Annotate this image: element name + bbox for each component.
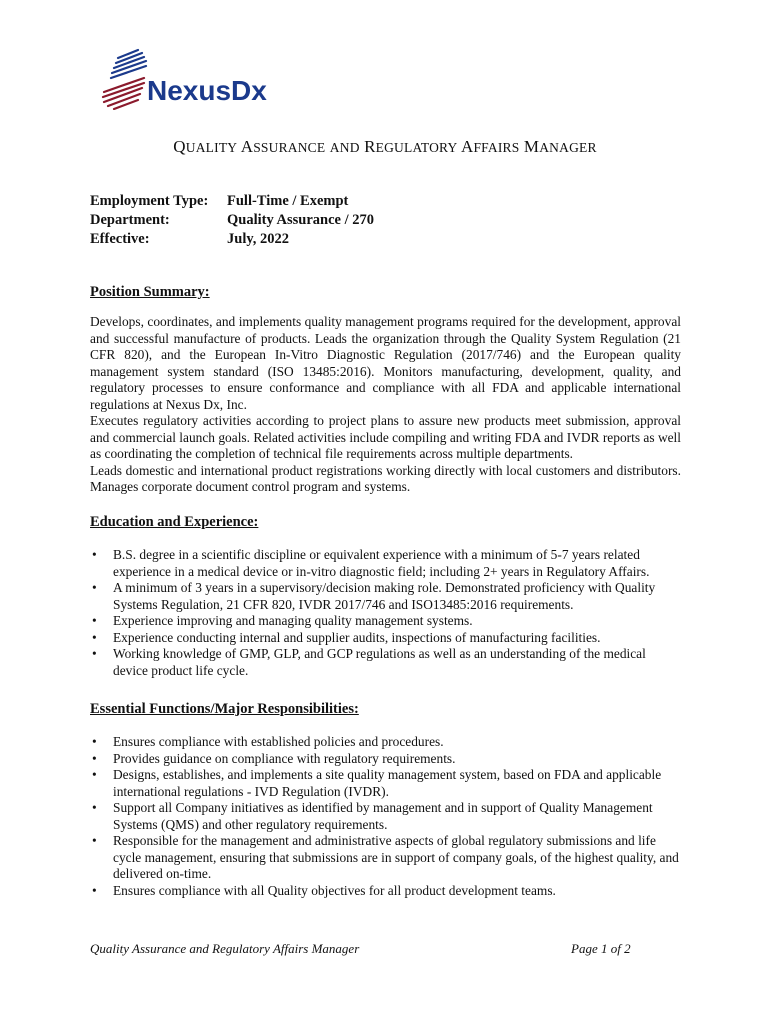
employment-type-row <box>90 192 374 211</box>
title-word <box>524 137 597 156</box>
title-word-rest: FFAIRS <box>473 140 520 155</box>
list-item-text: A minimum of 3 years in a supervisory/decision making role. Demonstrated proficiency with Quality Systems Regulation, 21 CFR 820, IVDR 2017/746 and ISO13485:2016 requirements. <box>113 580 656 612</box>
title-word-rest: EGULATORY <box>375 140 458 155</box>
employment-type-value: Full-Time / Exempt <box>227 193 349 209</box>
department-row <box>90 211 374 230</box>
list-item <box>90 734 681 751</box>
bullet-icon: • <box>92 800 97 815</box>
bullet-icon: • <box>92 767 97 782</box>
logo-stripes-icon <box>100 48 150 110</box>
title-word-initial: A <box>460 137 474 156</box>
effective-value: July, 2022 <box>227 231 290 247</box>
bullet-icon: • <box>92 613 97 628</box>
title-word <box>241 137 326 156</box>
logo-wordmark-part: Dx <box>231 75 267 106</box>
department-label: Department: <box>90 212 170 228</box>
education-heading: Education and Experience: <box>90 514 259 530</box>
footer-document-title: Quality Assurance and Regulatory Affairs Manager <box>90 941 360 956</box>
title-word-initial: M <box>523 137 540 156</box>
list-item <box>90 646 681 679</box>
list-item <box>90 883 681 900</box>
position-summary-heading: Position Summary: <box>90 284 210 300</box>
list-item-text: B.S. degree in a scientific discipline or equivalent experience with a minimum of 5-7 years related experience in a medical device or in-vitro diagnostic field; including 2+ years in Regulatory Affairs. <box>113 547 650 579</box>
list-item-text: Experience improving and managing quality management systems. <box>113 613 473 628</box>
title-word-rest: ANAGER <box>539 140 597 155</box>
responsibilities-list <box>90 734 681 899</box>
list-item-text: Ensures compliance with established policies and procedures. <box>113 734 444 749</box>
title-word <box>330 137 360 156</box>
title-word-initial: A <box>240 137 254 156</box>
title-word <box>364 137 457 156</box>
title-word-initial: Q <box>173 137 186 156</box>
bullet-icon: • <box>92 833 97 848</box>
bullet-icon: • <box>92 580 97 595</box>
employment-type-label: Employment Type: <box>90 193 209 209</box>
title-word-rest: AND <box>329 140 360 155</box>
department-value: Quality Assurance / 270 <box>227 212 375 228</box>
bullet-icon: • <box>92 734 97 749</box>
title-word <box>461 137 519 156</box>
education-list <box>90 547 681 679</box>
list-item <box>90 630 681 647</box>
company-logo <box>100 48 290 110</box>
document-title <box>0 137 770 158</box>
summary-paragraph: Executes regulatory activities according to project plans to assure new products meet submission, approval and commercial launch goals. Related activities include compiling and writing FDA and IVDR reports as well as coordinating the completion of technical file requirements across multiple departments. <box>90 413 681 461</box>
logo-wordmark-part: Nexus <box>147 75 232 106</box>
list-item <box>90 751 681 768</box>
list-item <box>90 767 681 800</box>
title-word <box>173 137 237 156</box>
logo-wordmark <box>147 76 267 106</box>
summary-paragraph: Leads domestic and international product registrations working directly with local customers and distributors. Manages corporate document control program and systems. <box>90 462 681 494</box>
title-word-rest: SSURANCE <box>253 140 326 155</box>
effective-row <box>90 230 374 249</box>
title-word-rest: UALITY <box>185 140 238 155</box>
summary-paragraph: Develops, coordinates, and implements quality management programs required for the development, approval and successful manufacture of products. Leads the organization through the Quality System Regulation (21 CFR 820), and the European In-Vitro Diagnostic Regulation (2017/746) and the European quality management system standard (ISO 13485:2016). Monitors manufacturing, development, quality, and regulatory processes to ensure conformance and compliance with all FDA and applicable international regulations at Nexus Dx, Inc. <box>90 314 681 412</box>
list-item-text: Responsible for the management and administrative aspects of global regulatory submissions and life cycle management, ensuring that submissions are in support of company goals, of the highest quality, and delivered on-time. <box>113 833 679 881</box>
bullet-icon: • <box>92 646 97 661</box>
list-item-text: Experience conducting internal and supplier audits, inspections of manufacturing facilities. <box>113 629 601 645</box>
footer-page-number: Page 1 of 2 <box>571 941 631 956</box>
list-item <box>90 613 681 630</box>
list-item <box>90 833 681 883</box>
effective-label: Effective: <box>90 231 150 247</box>
list-item-text: Working knowledge of GMP, GLP, and GCP regulations as well as an understanding of the medical device product life cycle. <box>113 646 646 678</box>
list-item-text: Designs, establishes, and implements a site quality management system, based on FDA and applicable international regulations - IVD Regulation (IVDR). <box>113 767 662 799</box>
list-item <box>90 800 681 833</box>
list-item-text: Support all Company initiatives as identified by management and in support of Quality Management Systems (QMS) and other regulatory requirements. <box>113 800 653 832</box>
responsibilities-heading: Essential Functions/Major Responsibilities: <box>90 701 359 717</box>
position-summary-body <box>90 314 681 496</box>
bullet-icon: • <box>92 547 97 562</box>
list-item-text: Ensures compliance with all Quality objectives for all product development teams. <box>113 882 556 898</box>
list-item <box>90 547 681 580</box>
list-item-text: Provides guidance on compliance with regulatory requirements. <box>113 750 456 766</box>
job-meta <box>90 192 374 249</box>
bullet-icon: • <box>92 882 97 898</box>
bullet-icon: • <box>92 750 97 766</box>
bullet-icon: • <box>92 629 97 645</box>
list-item <box>90 580 681 613</box>
title-word-initial: R <box>364 137 376 156</box>
